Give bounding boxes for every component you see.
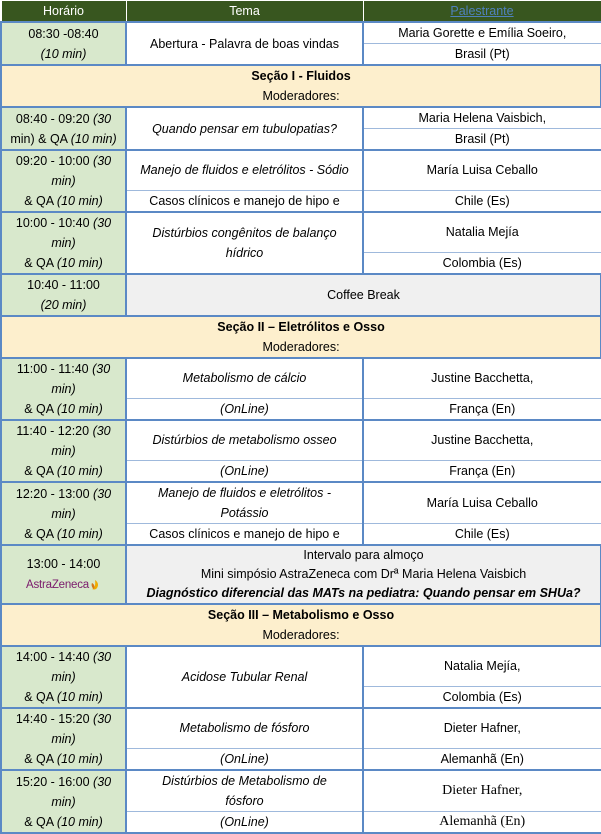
section-row — [1, 65, 601, 86]
schedule-body — [1, 22, 601, 833]
talk-row — [1, 646, 601, 686]
symposium-line: Diagnóstico diferencial das MATs na pediatra: Quando pensar em SHUa? — [146, 586, 581, 600]
time-line: & QA (10 min) — [24, 814, 103, 829]
time-line: & QA (10 min) — [24, 194, 103, 208]
time-line: 11:00 - 11:40 (30 — [16, 362, 111, 376]
time-line: min) & QA (10 min) — [10, 131, 117, 146]
topic-sub: (OnLine) — [126, 748, 363, 770]
speaker-name: Dieter Hafner, — [363, 708, 601, 748]
topic-cell — [126, 646, 363, 708]
topic-line: Abertura - Palavra de boas vindas — [150, 36, 339, 51]
astrazeneca-logo — [26, 575, 101, 595]
speaker-name: Justine Bacchetta, — [363, 420, 601, 460]
moderators-row — [1, 86, 601, 107]
time-line: & QA (10 min) — [24, 464, 103, 478]
section-title: Seção II – Eletrólitos e Osso — [1, 316, 601, 337]
talk-row — [1, 708, 601, 748]
time-cell — [1, 107, 126, 150]
section-row — [1, 604, 601, 625]
time-line: 15:20 - 16:00 (30 — [15, 774, 112, 789]
time-line: min) — [51, 236, 76, 250]
time-line: 12:20 - 13:00 (30 — [15, 486, 112, 501]
speaker-name: Natalia Mejía, — [363, 646, 601, 686]
talk-row — [1, 420, 601, 460]
speaker-country: Brasil (Pt) — [363, 44, 601, 66]
break-label: Coffee Break — [126, 274, 601, 316]
time-line: min) — [51, 732, 76, 746]
topic-cell — [126, 482, 363, 524]
time-line: min) — [51, 174, 76, 188]
moderators-row — [1, 625, 601, 646]
speaker-name: María Luisa Ceballo — [363, 150, 601, 190]
topic-line: Distúrbios de metabolismo osseo — [152, 433, 337, 448]
talk-row — [1, 22, 601, 44]
time-line: & QA (10 min) — [24, 752, 103, 766]
time-line: & QA (10 min) — [24, 526, 103, 541]
symposium-content — [126, 545, 601, 604]
header-speaker[interactable]: Palestrante — [363, 1, 601, 23]
time-line: min) — [51, 794, 76, 809]
talk-row — [1, 107, 601, 129]
time-cell — [1, 22, 126, 65]
time-cell — [1, 274, 126, 316]
time-cell — [1, 482, 126, 545]
speaker-name: María Luisa Ceballo — [363, 482, 601, 524]
topic-sub: (OnLine) — [126, 812, 363, 834]
section-title: Seção III – Metabolismo e Osso — [1, 604, 601, 625]
speaker-country: Alemanhã (En) — [363, 748, 601, 770]
speaker-country: França (En) — [363, 460, 601, 482]
topic-cell — [126, 150, 363, 190]
talk-row — [1, 212, 601, 252]
time-line: & QA (10 min) — [24, 256, 103, 270]
topic-sub: (OnLine) — [126, 460, 363, 482]
topic-cell — [126, 420, 363, 460]
topic-sub: (OnLine) — [126, 398, 363, 420]
time-line: 14:00 - 14:40 (30 — [15, 650, 112, 664]
topic-cell — [126, 107, 363, 150]
speaker-name: Natalia Mejía — [363, 212, 601, 252]
moderators-row — [1, 337, 601, 358]
time-line: min) — [51, 506, 76, 521]
symposium-line: Intervalo para almoço — [303, 548, 424, 562]
time-line: min) — [51, 382, 76, 396]
symposium-time-cell — [1, 545, 126, 604]
time-line: 09:20 - 10:00 (30 — [15, 154, 112, 168]
time-cell — [1, 150, 126, 212]
topic-line: fósforo — [225, 794, 264, 808]
talk-row — [1, 770, 601, 812]
time-cell — [1, 212, 126, 274]
speaker-name: Maria Helena Vaisbich, — [363, 107, 601, 129]
header-row — [1, 1, 601, 23]
speaker-country: Chile (Es) — [363, 190, 601, 212]
topic-cell — [126, 770, 363, 812]
speaker-country: Chile (Es) — [363, 524, 601, 546]
symposium-line: Mini simpósio AstraZeneca com Drª Maria Helena Vaisbich — [200, 567, 527, 581]
section-row — [1, 316, 601, 337]
time-line: 10:00 - 10:40 (30 — [15, 216, 112, 230]
time-cell — [1, 420, 126, 482]
time-cell — [1, 358, 126, 420]
speaker-name: Justine Bacchetta, — [363, 358, 601, 398]
time-line: 08:40 - 09:20 (30 — [15, 111, 112, 126]
time-line: 14:40 - 15:20 (30 — [15, 712, 112, 726]
topic-cell — [126, 212, 363, 274]
topic-line: Quando pensar em tubulopatias? — [152, 121, 337, 136]
symposium-time: 13:00 - 14:00 — [26, 557, 101, 571]
time-line: min) — [51, 670, 76, 684]
speaker-name: Maria Gorette e Emília Soeiro, — [363, 22, 601, 44]
time-line: (20 min) — [40, 298, 87, 312]
topic-line: Metabolismo de fósforo — [179, 721, 310, 736]
topic-line: Manejo de fluidos e eletrólitos - — [157, 486, 331, 500]
talk-row — [1, 482, 601, 524]
time-cell — [1, 770, 126, 833]
section-moderators: Moderadores: — [1, 337, 601, 358]
speaker-country: Colombia (Es) — [363, 252, 601, 274]
topic-cell — [126, 358, 363, 398]
header-topic: Tema — [126, 1, 363, 23]
symposium-row — [1, 545, 601, 604]
topic-line: Acidose Tubular Renal — [181, 670, 308, 684]
astrazeneca-mark-icon — [89, 579, 101, 591]
section-moderators: Moderadores: — [1, 625, 601, 646]
time-line: 08:30 -08:40 — [28, 26, 99, 41]
topic-line: Distúrbios congênitos de balanço — [152, 226, 337, 240]
topic-sub: Casos clínicos e manejo de hipo e — [126, 524, 363, 546]
topic-cell — [126, 22, 363, 65]
topic-cell — [126, 708, 363, 748]
time-cell — [1, 708, 126, 770]
speaker-name: Dieter Hafner, — [363, 770, 601, 812]
time-line: 11:40 - 12:20 (30 — [16, 424, 111, 438]
header-time: Horário — [1, 1, 126, 23]
topic-line: Manejo de fluidos e eletrólitos - Sódio — [140, 163, 349, 178]
logo-text: AstraZeneca — [26, 579, 89, 591]
time-line: (10 min) — [40, 46, 87, 61]
topic-sub: Casos clínicos e manejo de hipo e — [126, 190, 363, 212]
topic-line: Distúrbios de Metabolismo de — [162, 774, 327, 788]
topic-line: Potássio — [220, 506, 269, 520]
section-title: Seção I - Fluidos — [1, 65, 601, 86]
break-row — [1, 274, 601, 316]
topic-line: Metabolismo de cálcio — [182, 371, 307, 386]
time-line: 10:40 - 11:00 — [27, 278, 100, 292]
time-cell — [1, 646, 126, 708]
time-line: & QA (10 min) — [24, 402, 103, 416]
topic-line: hídrico — [225, 246, 264, 260]
speaker-country: Brasil (Pt) — [363, 129, 601, 151]
talk-row — [1, 358, 601, 398]
section-moderators: Moderadores: — [1, 86, 601, 107]
speaker-country: Alemanhã (En) — [363, 812, 601, 834]
talk-row — [1, 150, 601, 190]
time-line: min) — [51, 444, 76, 458]
time-line: & QA (10 min) — [24, 690, 103, 704]
speaker-country: França (En) — [363, 398, 601, 420]
speaker-country: Colombia (Es) — [363, 686, 601, 708]
